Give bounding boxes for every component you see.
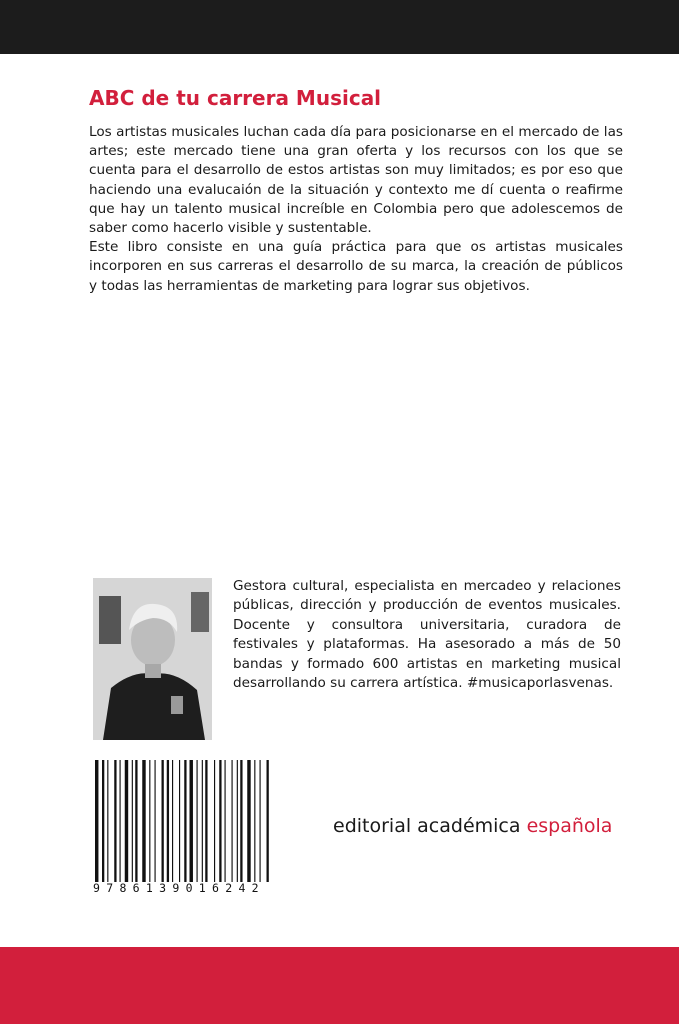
author-bio: Gestora cultural, especialista en mercadeo y relaciones públicas, dirección y producción de eventos musicales. Docente y consultora universitaria, curadora de festivales y plataformas. Ha asesorado a más de 50 bandas y formado 600 artistas en marketing musical desarrollando su carrera artística. #musicaporlasvenas. <box>233 578 621 692</box>
barcode-bar <box>172 760 173 882</box>
author-photo <box>93 578 212 740</box>
publisher-name <box>333 815 612 837</box>
barcode-bar <box>107 760 108 882</box>
barcode-bar <box>179 760 180 882</box>
barcode-bar <box>120 760 121 882</box>
barcode-bar <box>125 760 128 882</box>
isbn-barcode <box>93 760 308 900</box>
barcode-bar <box>267 760 269 882</box>
barcode-bar <box>155 760 156 882</box>
barcode-bar <box>102 760 104 882</box>
blurb-paragraph-1: Los artistas musicales luchan cada día para posicionarse en el mercado de las artes; este mercado tiene una gran oferta y los recursos con los que se cuenta para el desarrollo de estos artistas son muy limitados; es por eso que haciendo una evalucaión de la situación y contexto me dí cuenta o reafirme que hay un talento musical increíble en Colombia pero que adolescemos de saber como hacerlo visible y sustentable. <box>89 124 623 237</box>
barcode-bar <box>132 760 133 882</box>
barcode-bar <box>114 760 116 882</box>
barcode-bar <box>260 760 261 882</box>
top-band <box>0 0 679 54</box>
blurb-paragraph-2: Este libro consiste en una guía práctica para que os artistas musicales incorporen en sus carreras el desarrollo de su marca, la creación de públicos y todas las herramientas de marketing para lograr sus objetivos. <box>89 239 623 294</box>
barcode-bar <box>184 760 186 882</box>
barcode-bar <box>95 760 98 882</box>
bottom-band <box>0 947 679 1024</box>
isbn-digits: 9786139016242 <box>93 881 265 895</box>
barcode-bar <box>142 760 145 882</box>
barcode-bar <box>149 760 150 882</box>
barcode-bar <box>135 760 137 882</box>
barcode-bar <box>162 760 164 882</box>
publisher-main: editorial académica <box>333 815 527 837</box>
barcode-bar <box>225 760 226 882</box>
book-blurb <box>89 123 623 296</box>
book-title: ABC de tu carrera Musical <box>89 86 382 110</box>
barcode-bar <box>197 760 198 882</box>
barcode-bar <box>237 760 238 882</box>
barcode-bar <box>190 760 193 882</box>
barcode-bar <box>167 760 169 882</box>
barcode-bar <box>205 760 207 882</box>
barcode-bar <box>254 760 255 882</box>
barcode-bar <box>247 760 250 882</box>
barcode-bar <box>214 760 215 882</box>
barcode-bar <box>202 760 203 882</box>
barcode-bar <box>219 760 221 882</box>
barcode-bar <box>232 760 233 882</box>
barcode-bars <box>93 760 308 882</box>
barcode-bar <box>240 760 242 882</box>
publisher-accent: española <box>526 815 613 837</box>
